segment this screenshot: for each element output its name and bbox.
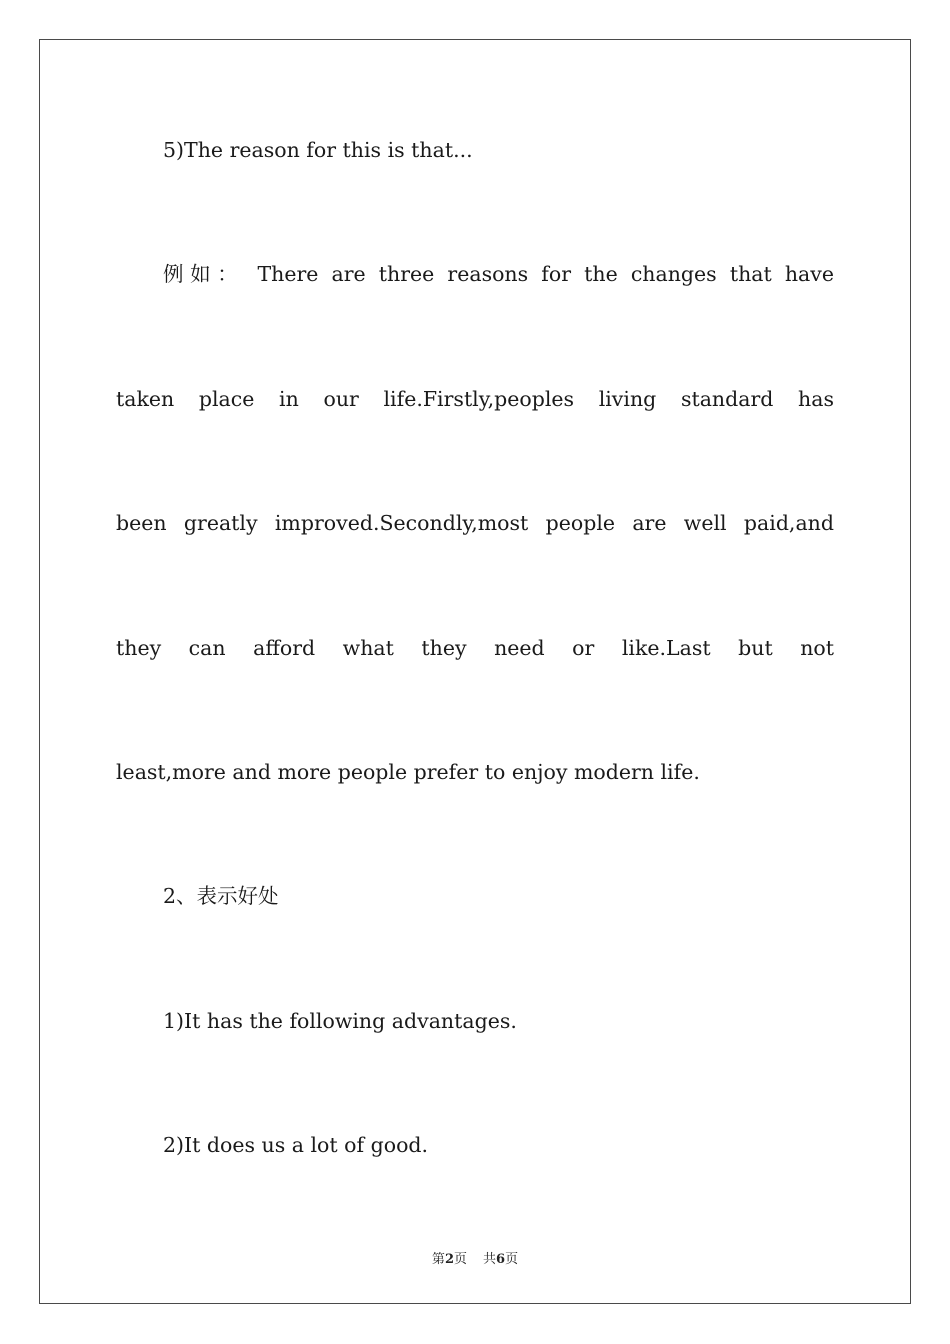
text-line-2: 例如： There are three reasons for the changes that have <box>163 262 834 286</box>
section-heading: 2、表示好处 <box>163 884 279 908</box>
page-footer <box>0 1248 950 1267</box>
total-suffix: 页 <box>505 1252 519 1267</box>
text-line-3: taken place in our life.Firstly,peoples living standard has <box>116 387 834 411</box>
page-prefix: 第 <box>431 1252 445 1267</box>
text-line-5: they can afford what they need or like.Last but not <box>116 636 834 660</box>
total-pages: 6 <box>496 1252 506 1267</box>
page-border <box>39 39 911 1304</box>
text-line-9: 2)It does us a lot of good. <box>163 1133 429 1157</box>
page-suffix: 页 <box>453 1252 467 1267</box>
text-line-8: 1)It has the following advantages. <box>163 1009 517 1033</box>
page-number: 2 <box>444 1252 454 1267</box>
total-prefix: 共 <box>483 1252 497 1267</box>
text-line-4: been greatly improved.Secondly,most people are well paid,and <box>116 511 834 535</box>
text-line-1: 5)The reason for this is that... <box>163 138 473 162</box>
text-line-6: least,more and more people prefer to enjoy modern life. <box>116 760 700 784</box>
